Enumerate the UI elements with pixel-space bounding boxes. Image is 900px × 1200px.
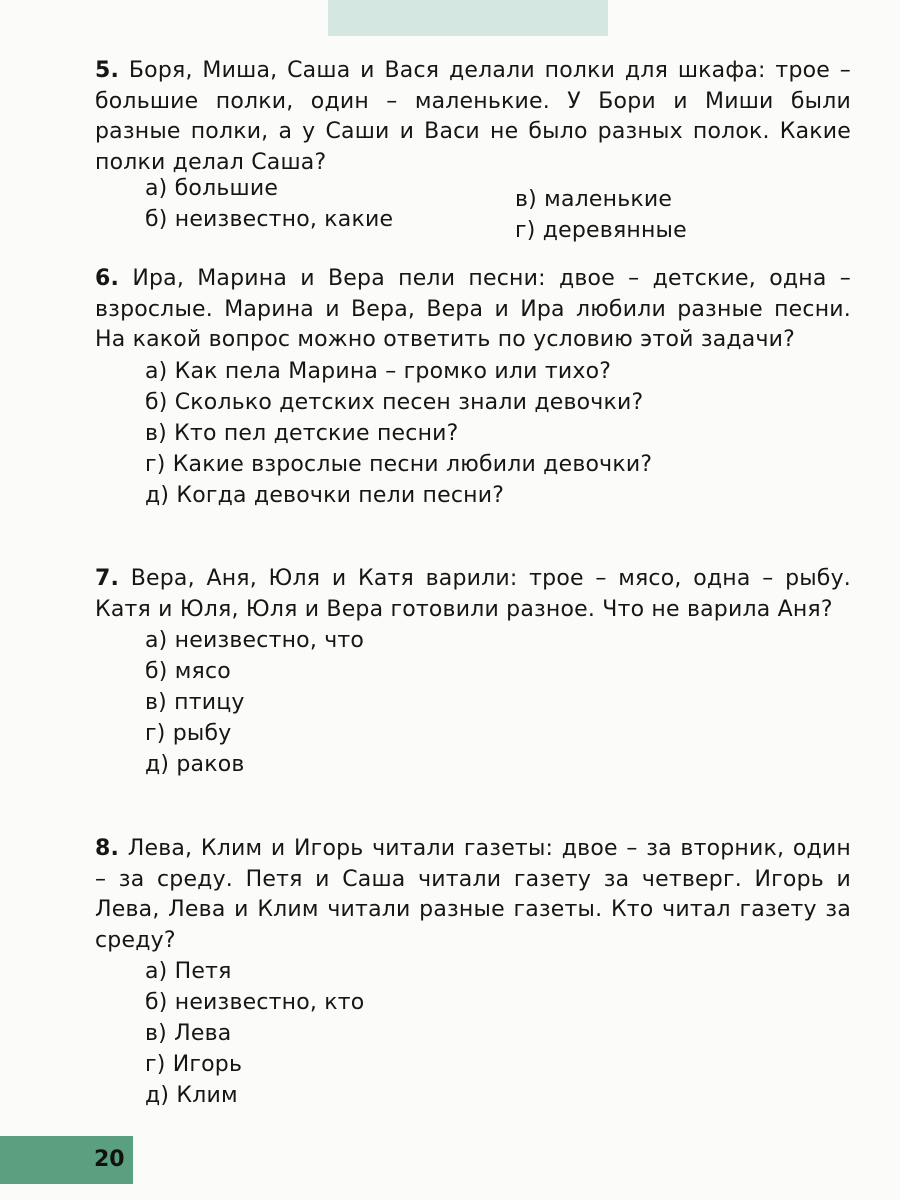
option-a[interactable]: а) неизвестно, что xyxy=(145,628,365,653)
option-b[interactable]: б) неизвестно, какие xyxy=(145,207,394,232)
problem-number: 6. xyxy=(95,266,120,291)
problem-number: 8. xyxy=(95,836,120,861)
option-g[interactable]: г) рыбу xyxy=(145,721,232,746)
problem-statement: Вера, Аня, Юля и Катя варили: трое – мясо, одна – рыбу. Катя и Юля, Юля и Вера готовили разное. Что не варила Аня? xyxy=(95,566,851,622)
option-v[interactable]: в) птицу xyxy=(145,690,245,715)
option-d[interactable]: д) Клим xyxy=(145,1083,238,1108)
problem-6-text xyxy=(95,264,851,356)
option-d[interactable]: д) Когда девочки пели песни? xyxy=(145,482,505,508)
option-b[interactable]: б) неизвестно, кто xyxy=(145,990,365,1015)
option-d[interactable]: д) раков xyxy=(145,752,245,777)
problem-8 xyxy=(95,834,851,1111)
option-a[interactable]: а) большие xyxy=(145,176,279,201)
problem-5 xyxy=(95,56,851,256)
problem-5-options xyxy=(95,178,851,256)
problem-8-options xyxy=(145,956,851,1111)
problem-statement: Ира, Марина и Вера пели песни: двое – детские, одна – взрослые. Марина и Вера, Вера и Ира любили разные песни. На какой вопрос можно ответить по условию этой задачи? xyxy=(95,266,851,352)
problem-7 xyxy=(95,564,851,780)
option-g[interactable]: г) деревянные xyxy=(515,218,687,243)
page-number: 20 xyxy=(94,1147,125,1172)
problem-7-options xyxy=(145,625,851,780)
problem-5-text xyxy=(95,56,851,178)
option-g[interactable]: г) Какие взрослые песни любили девочки? xyxy=(145,451,653,477)
problem-6 xyxy=(95,264,851,511)
problem-7-text xyxy=(95,564,851,625)
problem-6-options xyxy=(145,356,851,511)
option-a[interactable]: а) Петя xyxy=(145,959,232,984)
option-b[interactable]: б) мясо xyxy=(145,659,231,684)
problem-8-text xyxy=(95,834,851,956)
problem-statement: Боря, Миша, Саша и Вася делали полки для шкафа: трое – большие полки, один – маленькие. У Бори и Миши были разные полки, а у Саши и Васи не было разных полок. Какие полки делал Саша? xyxy=(95,58,851,175)
option-g[interactable]: г) Игорь xyxy=(145,1052,243,1077)
problem-number: 7. xyxy=(95,566,120,591)
option-a[interactable]: а) Как пела Марина – громко или тихо? xyxy=(145,358,612,384)
header-tab-decoration xyxy=(328,0,608,36)
option-b[interactable]: б) Сколько детских песен знали девочки? xyxy=(145,389,644,415)
problem-number: 5. xyxy=(95,58,120,83)
option-v[interactable]: в) Кто пел детские песни? xyxy=(145,420,459,446)
option-v[interactable]: в) Лева xyxy=(145,1021,232,1046)
option-v[interactable]: в) маленькие xyxy=(515,187,673,212)
problem-statement: Лева, Клим и Игорь читали газеты: двое – за вторник, один – за среду. Петя и Саша читали газету за четверг. Игорь и Лева, Лева и Клим читали разные газеты. Кто читал газету за среду? xyxy=(95,836,851,953)
